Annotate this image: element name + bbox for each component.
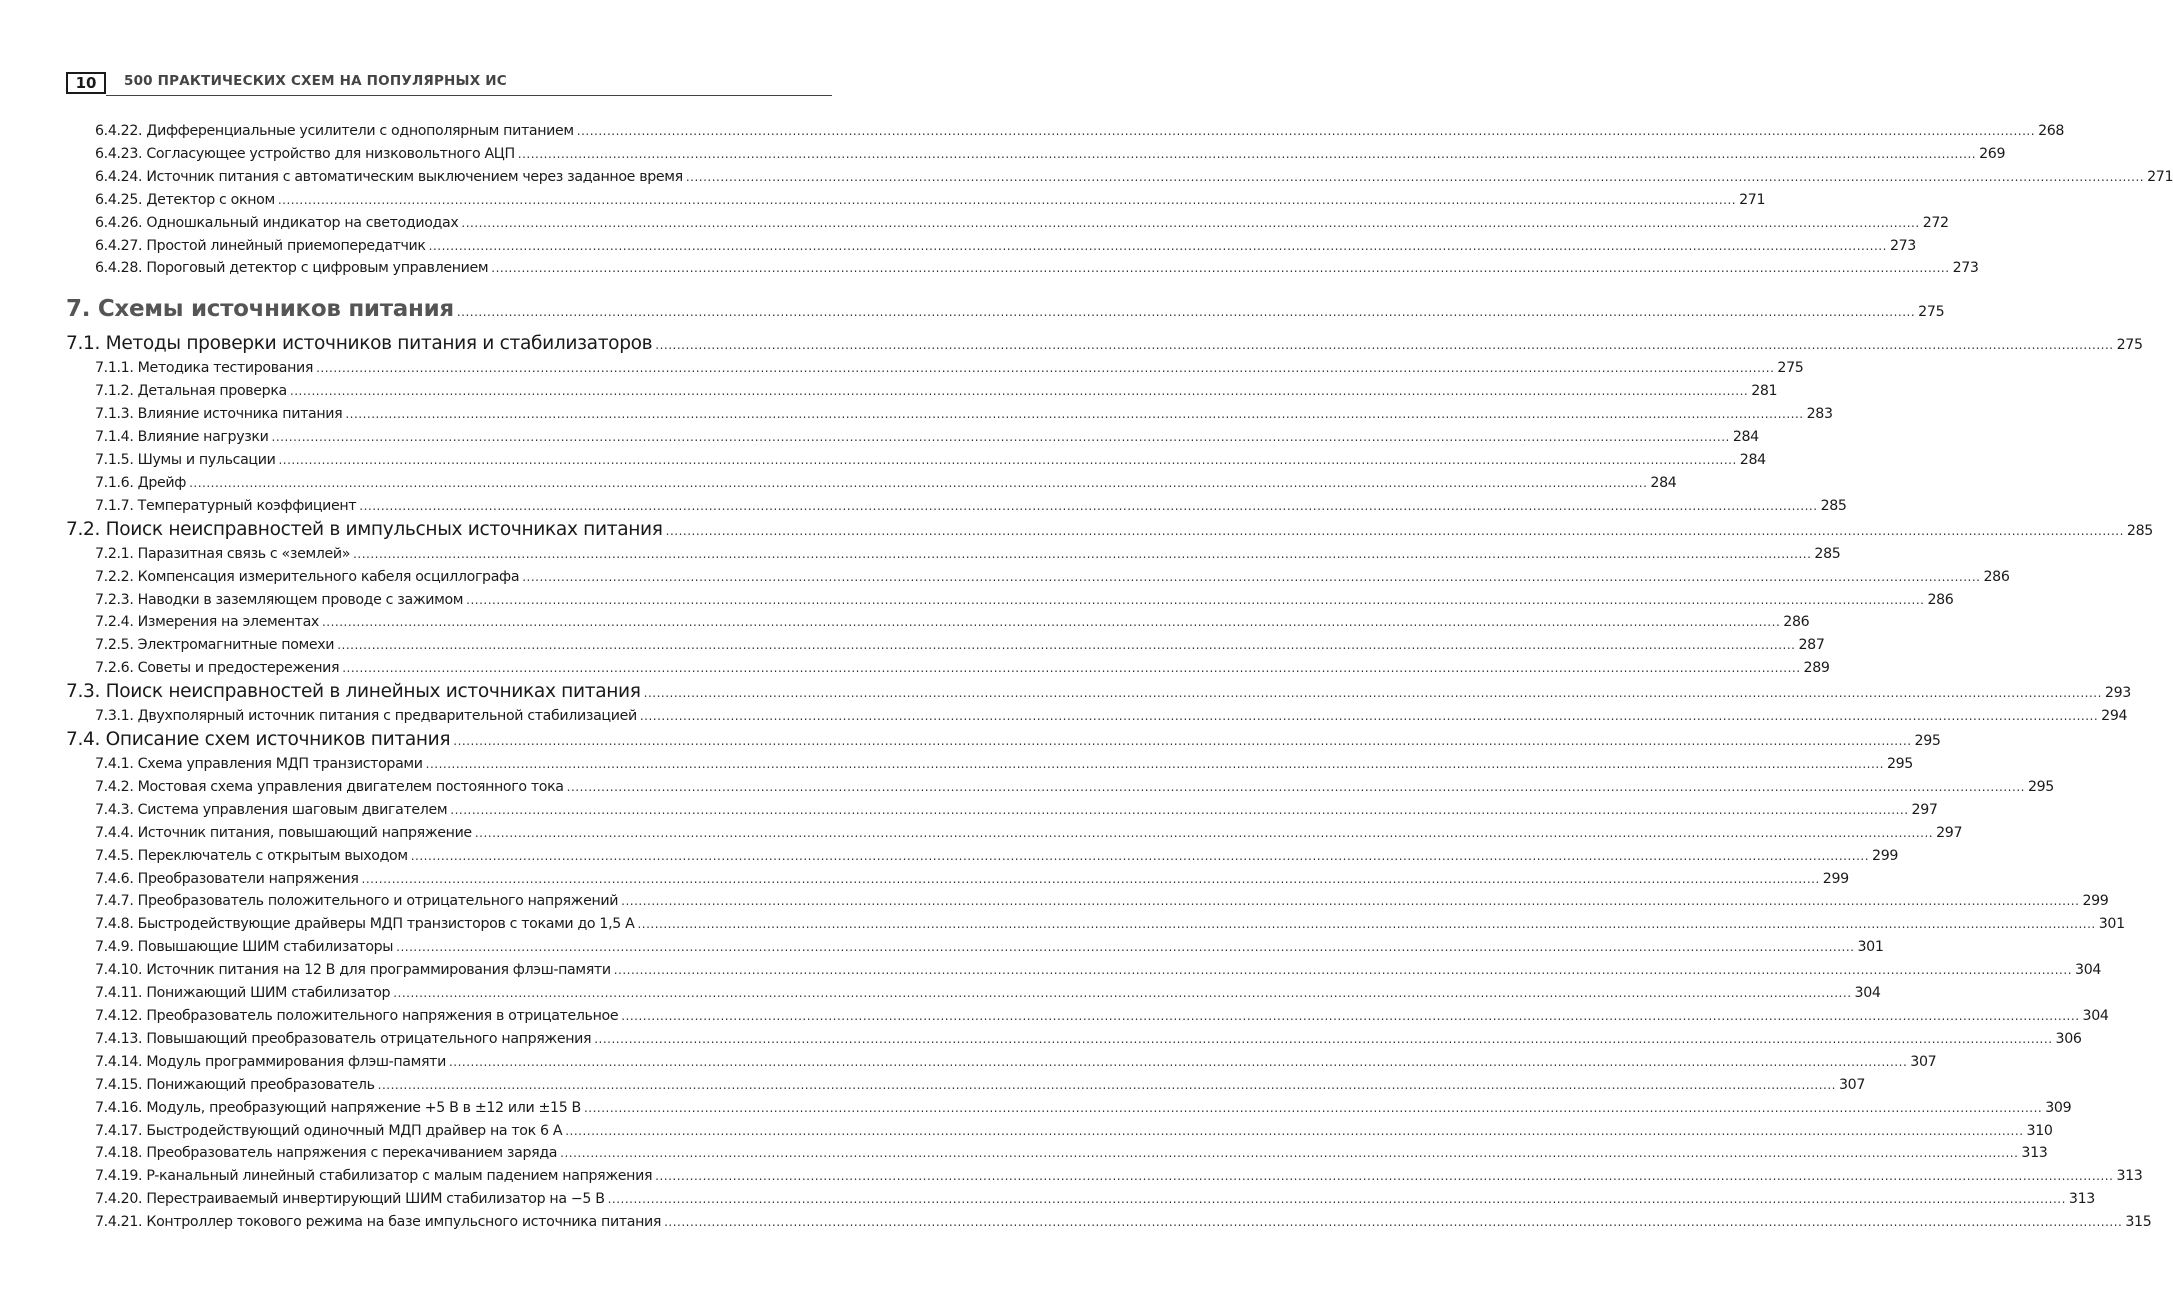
dot-leader — [608, 1188, 2066, 1211]
header-rule — [106, 95, 832, 96]
toc-entry-page: 310 — [2026, 1122, 2053, 1139]
dot-leader — [426, 753, 1884, 776]
toc-entry-sub — [66, 449, 1766, 472]
toc-entry-sub — [66, 776, 2054, 799]
page-number: 10 — [66, 72, 106, 94]
toc-entry-title: 6.4.28. Пороговый детектор с цифровым управлением — [95, 260, 489, 277]
dot-leader — [666, 518, 2124, 543]
toc-entry-page: 285 — [1820, 497, 1847, 514]
toc-entry-section — [66, 728, 1941, 753]
toc-entry-title: 6.4.26. Одношкальный индикатор на светодиодах — [95, 214, 459, 231]
toc-entry-page: 289 — [1803, 660, 1830, 677]
toc-entry-page: 271 — [1739, 191, 1766, 208]
toc-entry-page: 299 — [1822, 870, 1849, 887]
dot-leader — [518, 143, 1976, 166]
toc-entry-title: 7.4.4. Источник питания, повышающий напряжение — [95, 824, 472, 841]
dot-leader — [567, 776, 2025, 799]
toc-entry-title: 7.1.7. Температурный коэффициент — [95, 497, 357, 514]
dot-leader — [621, 890, 2079, 913]
toc-entry-page: 293 — [2104, 685, 2131, 702]
toc-entry-sub — [66, 822, 1963, 845]
toc-entry-page: 313 — [2021, 1145, 2048, 1162]
toc-entry-sub — [66, 543, 1841, 566]
toc-entry-page: 307 — [1910, 1053, 1937, 1070]
toc-entry-title: 7.3.1. Двухполярный источник питания с предварительной стабилизацией — [95, 708, 637, 725]
toc-entry-sub — [66, 257, 1979, 280]
toc-entry-sub — [66, 1120, 2053, 1143]
toc-entry-page: 297 — [1936, 824, 1963, 841]
toc-entry-sub — [66, 357, 1804, 380]
toc-entry-page: 283 — [1806, 406, 1833, 423]
dot-leader — [644, 680, 2102, 705]
toc-entry-page: 284 — [1739, 451, 1766, 468]
toc-entry-title: 7.4.17. Быстродействующий одиночный МДП драйвер на ток 6 А — [95, 1122, 563, 1139]
toc-entry-page: 306 — [2055, 1030, 2082, 1047]
toc-entry-sub — [66, 634, 1825, 657]
dot-leader — [378, 1074, 1836, 1097]
toc-entry-title: 7.4.3. Система управления шаговым двигателем — [95, 801, 448, 818]
toc-entry-sub — [66, 868, 1849, 891]
toc-entry-page: 284 — [1732, 429, 1759, 446]
toc-entry-title: 7. Схемы источников питания — [66, 296, 454, 323]
toc-entry-sub — [66, 1142, 2048, 1165]
toc-entry-section — [66, 680, 2131, 705]
toc-entry-sub — [66, 495, 1847, 518]
toc-entry-title: 7.4.12. Преобразователь положительного напряжения в отрицательное — [95, 1008, 619, 1024]
toc-entry-title: 7.1.5. Шумы и пульсации — [95, 451, 276, 468]
toc-entry-page: 301 — [2098, 916, 2125, 933]
toc-entry-title: 7.4.5. Переключатель с открытым выходом — [95, 847, 408, 864]
dot-leader — [461, 212, 1919, 235]
dot-leader — [457, 294, 1915, 327]
toc-entry-page: 287 — [1798, 637, 1825, 654]
toc-entry-title: 7.3. Поиск неисправностей в линейных источниках питания — [66, 681, 641, 703]
dot-leader — [614, 959, 2072, 982]
toc-entry-title: 7.1.6. Дрейф — [95, 474, 187, 491]
toc-entry-sub — [66, 611, 1810, 634]
toc-entry-sub — [66, 959, 2102, 982]
toc-entry-sub — [66, 1188, 2095, 1211]
table-of-contents — [66, 120, 2173, 1234]
dot-leader — [594, 1028, 2052, 1051]
toc-entry-page: 313 — [2116, 1168, 2143, 1185]
toc-entry-page: 299 — [1872, 847, 1899, 864]
toc-entry-page: 273 — [1952, 260, 1979, 277]
toc-entry-title: 7.2.1. Паразитная связь с «землей» — [95, 545, 351, 562]
dot-leader — [429, 235, 1887, 258]
toc-entry-sub — [66, 472, 1677, 495]
dot-leader — [342, 657, 1800, 680]
dot-leader — [655, 332, 2113, 357]
toc-entry-sub — [66, 890, 2109, 913]
dot-leader — [655, 1165, 2113, 1188]
toc-entry-page: 304 — [1854, 985, 1881, 1002]
toc-entry-page: 304 — [2082, 1008, 2109, 1024]
toc-entry-page: 284 — [1650, 474, 1677, 491]
dot-leader — [565, 1120, 2023, 1143]
dot-leader — [686, 166, 2144, 189]
toc-entry-sub — [66, 1005, 2109, 1028]
toc-entry-sub — [66, 1028, 2082, 1051]
dot-leader — [396, 936, 1854, 959]
toc-entry-sub — [66, 845, 1899, 868]
toc-entry-page: 301 — [1857, 939, 1884, 956]
toc-entry-page: 286 — [1983, 568, 2010, 585]
toc-entry-title: 7.4.6. Преобразователи напряжения — [95, 870, 359, 887]
toc-entry-sub — [66, 189, 1766, 212]
toc-entry-page: 275 — [2116, 337, 2143, 354]
toc-entry-title: 7.4.15. Понижающий преобразователь — [95, 1076, 375, 1093]
toc-entry-sub — [66, 1097, 2072, 1120]
toc-entry-title: 6.4.24. Источник питания с автоматическим выключением через заданное время — [95, 168, 683, 185]
toc-entry-page: 307 — [1838, 1076, 1865, 1093]
toc-entry-title: 7.1.3. Влияние источника питания — [95, 406, 343, 423]
toc-entry-sub — [66, 1165, 2143, 1188]
toc-entry-sub — [66, 235, 1916, 258]
toc-entry-title: 7.4.19. P-канальный линейный стабилизатор с малым падением напряжения — [95, 1168, 653, 1185]
toc-entry-sub — [66, 753, 1913, 776]
toc-entry-sub — [66, 913, 2125, 936]
dot-leader — [278, 449, 1736, 472]
toc-entry-page: 294 — [2101, 708, 2128, 725]
toc-entry-sub — [66, 657, 1830, 680]
toc-entry-page: 285 — [1814, 545, 1841, 562]
toc-entry-title: 7.4.16. Модуль, преобразующий напряжение +5 В в ±12 или ±15 В — [95, 1099, 581, 1116]
toc-entry-title: 7.2.2. Компенсация измерительного кабеля осциллографа — [95, 568, 520, 585]
dot-leader — [453, 728, 1911, 753]
toc-entry-sub — [66, 403, 1833, 426]
dot-leader — [353, 543, 1811, 566]
toc-entry-page: 275 — [1918, 304, 1945, 321]
toc-entry-page: 286 — [1783, 614, 1810, 631]
toc-entry-title: 6.4.23. Согласующее устройство для низковольтного АЦП — [95, 145, 515, 162]
toc-entry-title: 7.2.5. Электромагнитные помехи — [95, 637, 335, 654]
toc-entry-title: 7.1.1. Методика тестирования — [95, 360, 314, 377]
toc-entry-page: 297 — [1911, 801, 1938, 818]
dot-leader — [664, 1211, 2122, 1234]
toc-entry-page: 313 — [2068, 1191, 2095, 1208]
toc-entry-title: 7.4.8. Быстродействующие драйверы МДП транзисторов с токами до 1,5 А — [95, 916, 635, 933]
toc-entry-title: 6.4.25. Детектор с окном — [95, 191, 275, 208]
toc-entry-page: 273 — [1889, 237, 1916, 254]
dot-leader — [584, 1097, 2042, 1120]
toc-entry-title: 6.4.22. Дифференциальные усилители с однополярным питанием — [95, 123, 574, 139]
toc-entry-sub — [66, 1211, 2152, 1234]
toc-entry-page: 271 — [2147, 168, 2173, 185]
toc-entry-title: 7.1. Методы проверки источников питания и стабилизаторов — [66, 333, 653, 355]
dot-leader — [640, 705, 2098, 728]
dot-leader — [189, 472, 1647, 495]
toc-entry-page: 286 — [1927, 591, 1954, 608]
dot-leader — [450, 799, 1908, 822]
toc-entry-section — [66, 518, 2153, 543]
toc-entry-sub — [66, 380, 1778, 403]
toc-entry-sub — [66, 705, 2128, 728]
toc-entry-title: 7.4.2. Мостовая схема управления двигателем постоянного тока — [95, 778, 564, 795]
toc-entry-page: 272 — [1922, 214, 1949, 231]
toc-entry-title: 7.4.9. Повышающие ШИМ стабилизаторы — [95, 939, 394, 956]
running-title: 500 ПРАКТИЧЕСКИХ СХЕМ НА ПОПУЛЯРНЫХ ИС — [124, 73, 507, 89]
dot-leader — [278, 189, 1736, 212]
toc-entry-sub — [66, 1074, 1865, 1097]
toc-entry-sub — [66, 589, 1954, 612]
toc-entry-page: 285 — [2126, 522, 2153, 539]
page-header — [66, 72, 832, 96]
dot-leader — [316, 357, 1774, 380]
toc-entry-title: 7.4.21. Контроллер токового режима на базе импульсного источника питания — [95, 1214, 662, 1231]
dot-leader — [449, 1051, 1907, 1074]
toc-entry-title: 7.4.10. Источник питания на 12 В для программирования флэш-памяти — [95, 962, 611, 979]
toc-entry-title: 7.4.1. Схема управления МДП транзисторами — [95, 756, 423, 773]
toc-entry-sub — [66, 936, 1884, 959]
toc-entry-page: 281 — [1751, 383, 1778, 400]
toc-entry-title: 7.2.6. Советы и предостережения — [95, 660, 340, 677]
toc-entry-page: 295 — [1914, 733, 1941, 750]
toc-entry-page: 299 — [2082, 893, 2109, 910]
toc-entry-title: 7.1.2. Детальная проверка — [95, 383, 287, 400]
dot-leader — [290, 380, 1748, 403]
dot-leader — [411, 845, 1869, 868]
dot-leader — [393, 982, 1851, 1005]
dot-leader — [522, 566, 1980, 589]
toc-entry-title: 7.4.11. Понижающий ШИМ стабилизатор — [95, 985, 391, 1002]
toc-entry-title: 6.4.27. Простой линейный приемопередатчик — [95, 237, 426, 254]
toc-entry-title: 7.2.4. Измерения на элементах — [95, 614, 319, 631]
dot-leader — [345, 403, 1803, 426]
toc-entry-page: 304 — [2075, 962, 2102, 979]
toc-entry-sub — [66, 1051, 1937, 1074]
toc-entry-sub — [66, 566, 2010, 589]
toc-entry-title: 7.1.4. Влияние нагрузки — [95, 429, 269, 446]
toc-entry-sub — [66, 166, 2173, 189]
toc-entry-page: 269 — [1979, 145, 2006, 162]
toc-entry-title: 7.4.18. Преобразователь напряжения с перекачиванием заряда — [95, 1145, 558, 1162]
toc-entry-page: 309 — [2045, 1099, 2072, 1116]
dot-leader — [577, 120, 2035, 143]
toc-entry-title: 7.4.7. Преобразователь положительного и отрицательного напряжений — [95, 893, 619, 910]
toc-entry-title: 7.4. Описание схем источников питания — [66, 729, 451, 751]
toc-entry-title: 7.4.20. Перестраиваемый инвертирующий ШИМ стабилизатор на −5 В — [95, 1191, 605, 1208]
dot-leader — [322, 611, 1780, 634]
toc-entry-section — [66, 332, 2143, 357]
dot-leader — [272, 426, 1730, 449]
dot-leader — [359, 495, 1817, 518]
dot-leader — [560, 1142, 2018, 1165]
toc-entry-sub — [66, 799, 1938, 822]
dot-leader — [491, 257, 1949, 280]
toc-entry-sub — [66, 426, 1759, 449]
toc-entry-page: 295 — [1886, 756, 1913, 773]
toc-entry-title: 7.2. Поиск неисправностей в импульсных источниках питания — [66, 518, 663, 540]
dot-leader — [621, 1005, 2079, 1028]
toc-entry-chapter — [66, 294, 1945, 327]
dot-leader — [362, 868, 1820, 891]
toc-entry-title: 7.4.13. Повышающий преобразователь отрицательного напряжения — [95, 1030, 592, 1047]
dot-leader — [466, 589, 1924, 612]
toc-entry-sub — [66, 982, 1881, 1005]
toc-entry-title: 7.2.3. Наводки в заземляющем проводе с зажимом — [95, 591, 464, 608]
toc-entry-sub — [66, 120, 2065, 143]
toc-entry-title: 7.4.14. Модуль программирования флэш-памяти — [95, 1053, 446, 1070]
toc-entry-page: 315 — [2125, 1214, 2152, 1231]
toc-entry-page: 268 — [2038, 123, 2065, 139]
toc-entry-page: 275 — [1777, 360, 1804, 377]
toc-entry-sub — [66, 212, 1949, 235]
toc-entry-sub — [66, 143, 2006, 166]
dot-leader — [475, 822, 1933, 845]
dot-leader — [637, 913, 2095, 936]
toc-entry-page: 295 — [2027, 778, 2054, 795]
dot-leader — [337, 634, 1795, 657]
